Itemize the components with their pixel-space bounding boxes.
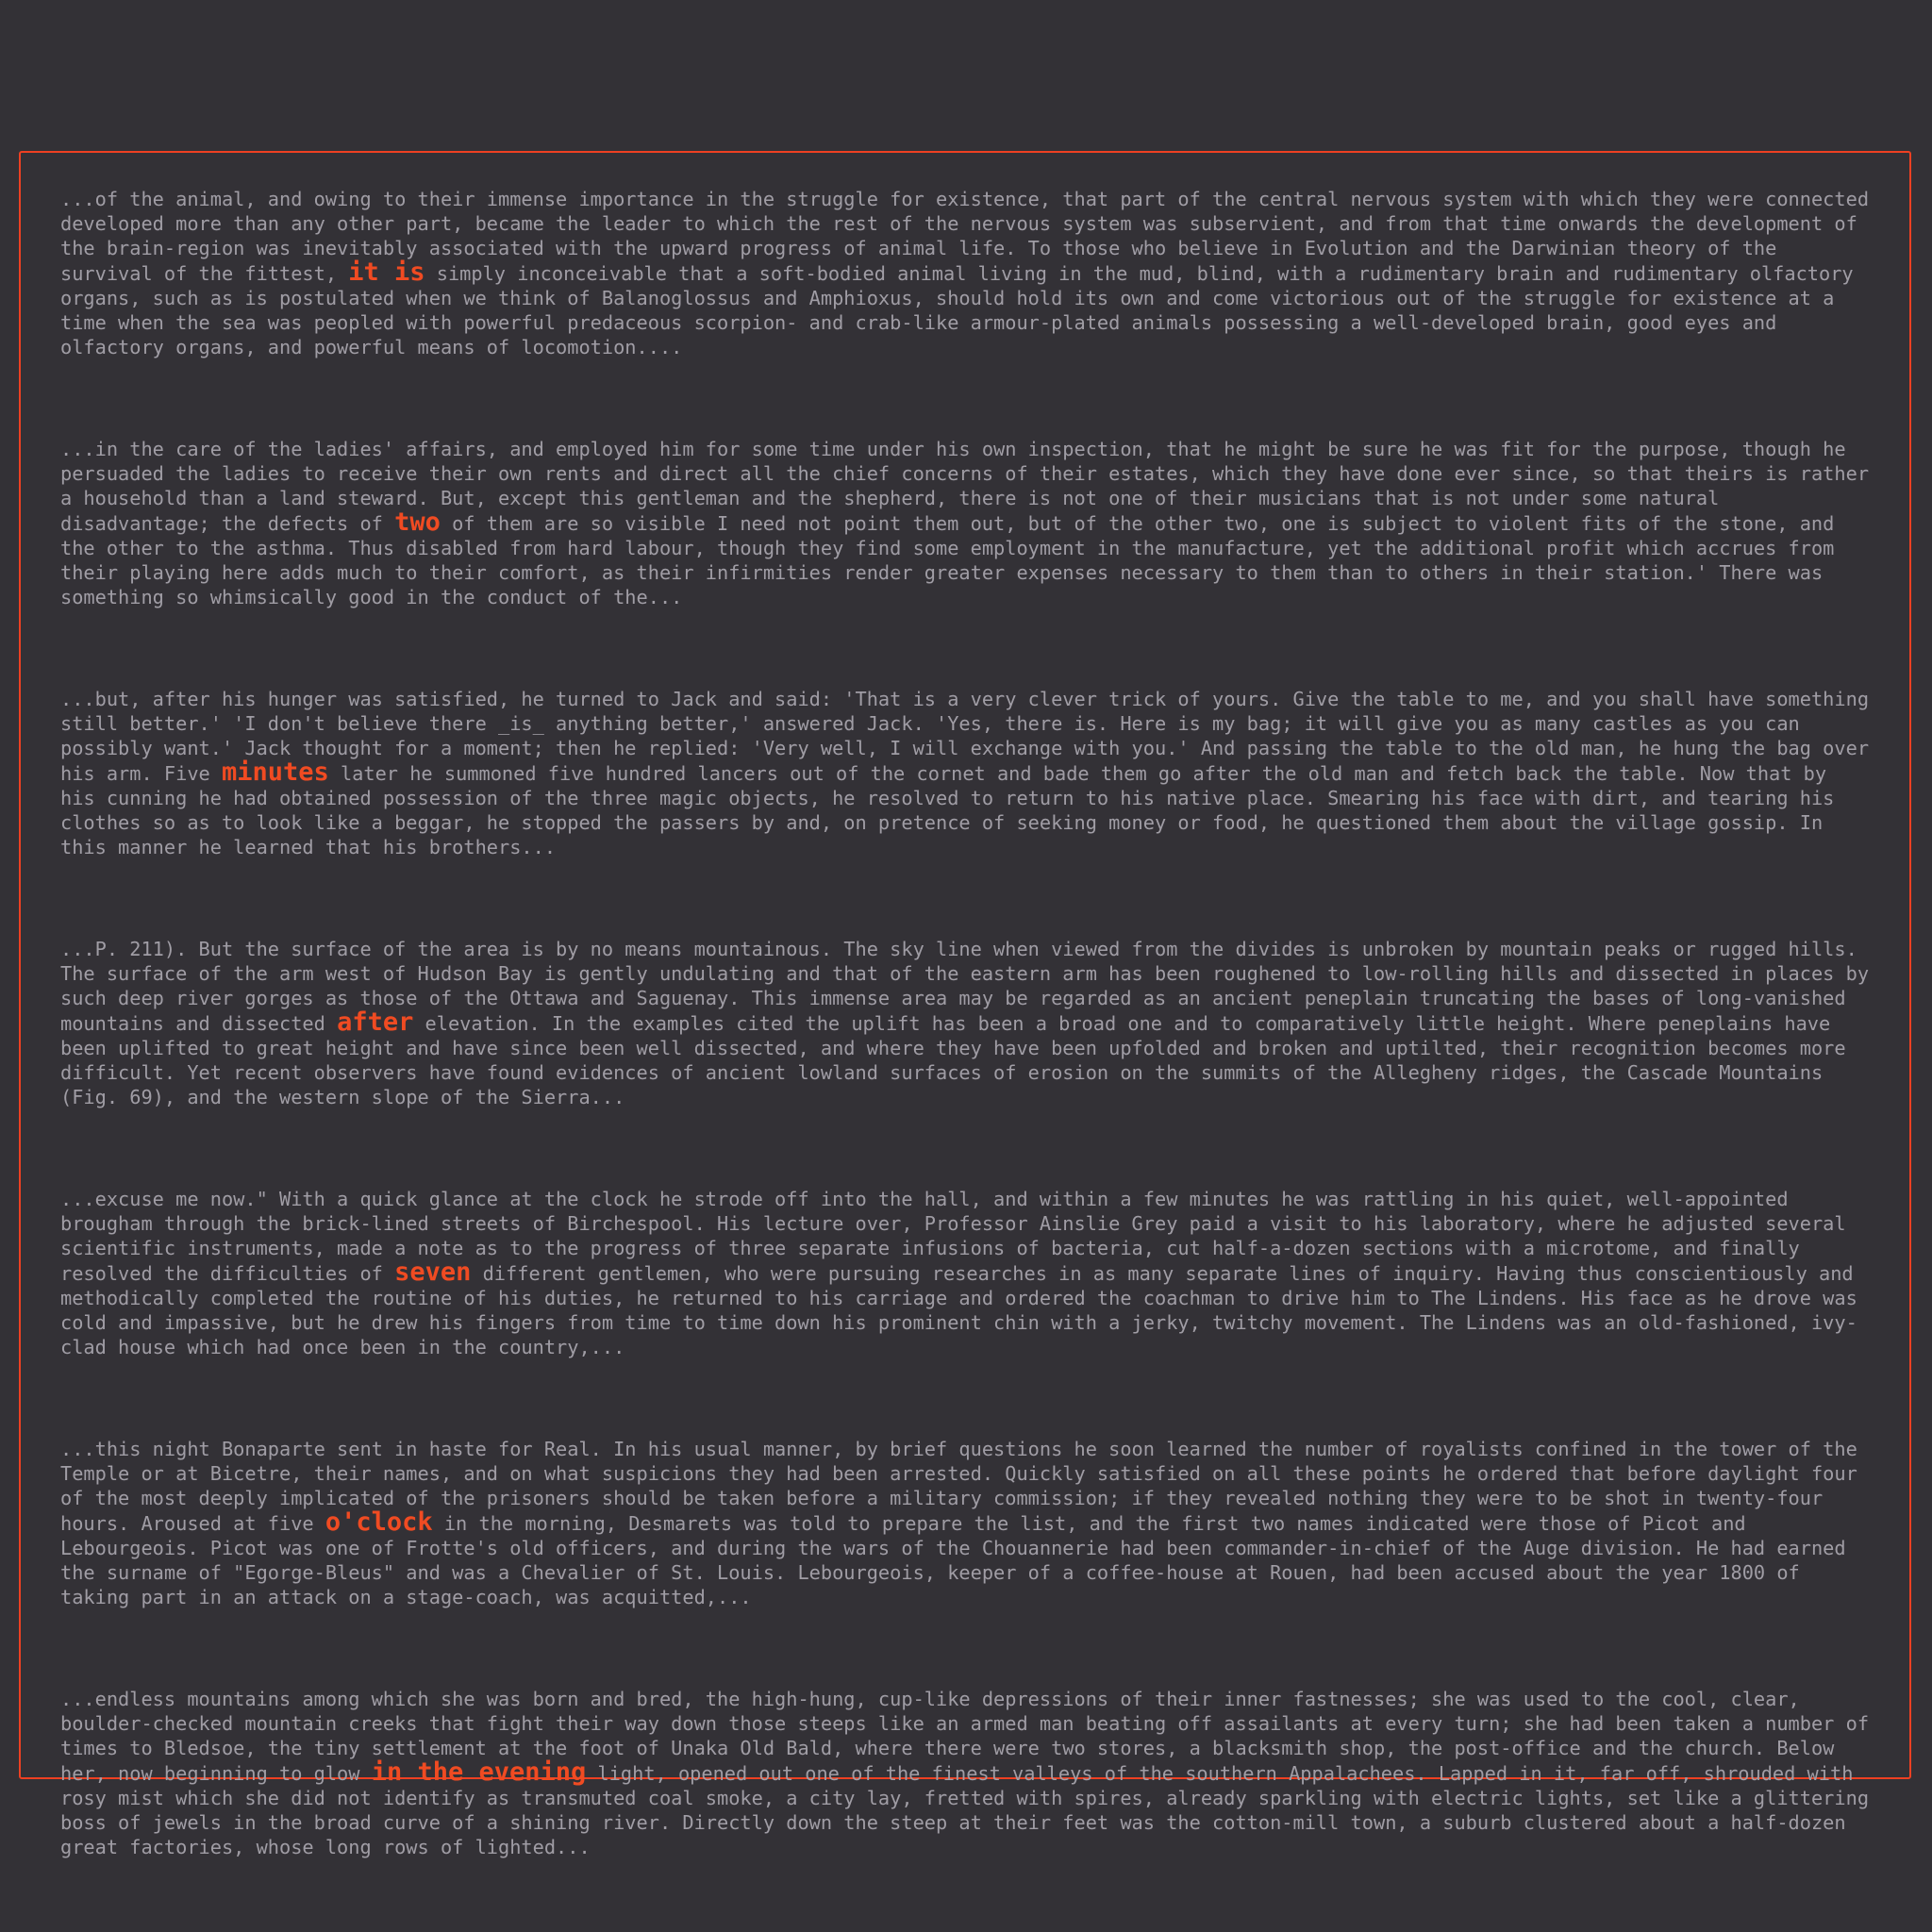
excerpt-7 <box>60 1687 1870 1859</box>
highlighted-phrase: minutes <box>221 758 329 787</box>
excerpt-text-after: simply inconceivable that a soft-bodied animal living in the mud, blind, with a rudimentary brain and rudimentary olfactory organs, such as is postulated when we think of Balanoglossus and Amphioxus, should hold its own and come victorious out of the struggle for existence at a time when the sea was peopled with powerful predaceous scorpion- and crab-like armour-plated animals possessing a well-developed brain, good eyes and olfactory organs, and powerful means of locomotion.... <box>60 262 1854 358</box>
excerpt-6 <box>60 1437 1870 1609</box>
excerpt-text-before: ...excuse me now." With a quick glance at the clock he strode off into the hall, and within a few minutes he was rattling in his quiet, well-appointed brougham through the brick-lined streets of Birchespool. His lecture over, Professor Ainslie Grey paid a visit to his laboratory, where he adjusted several scientific instruments, made a note as to the progress of three separate infusions of bacteria, cut half-a-dozen sections with a microtome, and finally resolved the difficulties of <box>60 1188 1846 1285</box>
excerpt-text-after: in the morning, Desmarets was told to prepare the list, and the first two names indicated were those of Picot and Lebourgeois. Picot was one of Frotte's old officers, and during the wars of the Chouannerie had been commander-in-chief of the Auge division. He had earned the surname of "Egorge-Bleus" and was a Chevalier of St. Louis. Lebourgeois, keeper of a coffee-house at Rouen, had been accused about the year 1800 of taking part in an attack on a stage-coach, was acquitted,... <box>60 1512 1846 1608</box>
excerpt-4 <box>60 937 1870 1109</box>
excerpt-text-before: ...P. 211). But the surface of the area is by no means mountainous. The sky line when viewed from the divides is unbroken by mountain peaks or rugged hills. The surface of the arm west of Hudson Bay is gently undulating and that of the eastern arm has been roughened to low-rolling hills and dissected in places by such deep river gorges as those of the Ottawa and Saguenay. This immense area may be regarded as an ancient peneplain truncating the bases of long-vanished mountains and dissected <box>60 938 1870 1035</box>
highlighted-phrase: it is <box>348 258 425 287</box>
highlighted-phrase: in the evening <box>371 1757 587 1787</box>
excerpt-text-before: ...but, after his hunger was satisfied, he turned to Jack and said: 'That is a very clever trick of yours. Give the table to me, and you shall have something still better.' 'I don't believe there _is_ anything better,' answered Jack. 'Yes, there is. Here is my bag; it will give you as many castles as you can possibly want.' Jack thought for a moment; then he replied: 'Very well, I will exchange with you.' And passing the table to the old man, he hung the bag over his arm. Five <box>60 688 1870 785</box>
excerpt-text-after: elevation. In the examples cited the uplift has been a broad one and to comparatively little height. Where peneplains have been uplifted to great height and have since been well dissected, and where they have been upfolded and broken and uptilted, their recognition becomes more difficult. Yet recent observers have found evidences of ancient lowland surfaces of erosion on the summits of the Allegheny ridges, the Cascade Mountains (Fig. 69), and the western slope of the Sierra... <box>60 1012 1846 1108</box>
excerpt-text-after: later he summoned five hundred lancers out of the cornet and bade them go after the old man and fetch back the table. Now that by his cunning he had obtained possession of the three magic objects, he resolved to return to his native place. Smearing his face with dirt, and tearing his clothes so as to look like a beggar, he stopped the passers by and, on pretence of seeking money or food, he questioned them about the village gossip. In this manner he learned that his brothers... <box>60 762 1835 858</box>
excerpt-5 <box>60 1187 1870 1359</box>
excerpt-1 <box>60 187 1870 359</box>
excerpt-text-after: of them are so visible I need not point them out, but of the other two, one is subject to violent fits of the stone, and the other to the asthma. Thus disabled from hard labour, though they find some employment in the manufacture, yet the additional profit which accrues from their playing here adds much to their comfort, as their infirmities render greater expenses necessary to them than to others in their station.' There was something so whimsically good in the conduct of the... <box>60 512 1835 608</box>
excerpt-2 <box>60 437 1870 609</box>
excerpt-text-before: ...endless mountains among which she was born and bred, the high-hung, cup-like depressions of their inner fastnesses; she was used to the cool, clear, boulder-checked mountain creeks that fight their way down those steeps like an armed man beating off assailants at every turn; she had been taken a number of times to Bledsoe, the tiny settlement at the foot of Unaka Old Bald, where there were two stores, a blacksmith shop, the post-office and the church. Below her, now beginning to glow <box>60 1688 1870 1785</box>
excerpt-text-after: different gentlemen, who were pursuing researches in as many separate lines of inquiry. Having thus conscientiously and methodically completed the routine of his duties, he returned to his carriage and ordered the coachman to drive him to The Lindens. His face as he drove was cold and impassive, but he drew his fingers from time to time down his prominent chin with a jerky, twitchy movement. The Lindens was an old-fashioned, ivy-clad house which had once been in the country,... <box>60 1262 1857 1358</box>
highlighted-phrase: o'clock <box>325 1507 433 1537</box>
excerpt-text-before: ...this night Bonaparte sent in haste for Real. In his usual manner, by brief questions he soon learned the number of royalists confined in the tower of the Temple or at Bicetre, their names, and on what suspicions they had been arrested. Quickly satisfied on all these points he ordered that before daylight four of the most deeply implicated of the prisoners should be taken before a military commission; if they revealed nothing they were to be shot in twenty-four hours. Aroused at five <box>60 1438 1857 1535</box>
excerpts-panel <box>19 151 1911 1858</box>
excerpt-text-before: ...in the care of the ladies' affairs, and employed him for some time under his own inspection, that he might be sure he was fit for the purpose, though he persuaded the ladies to receive their own rents and direct all the chief concerns of their estates, which they have done ever since, so that theirs is rather a household than a land steward. But, except this gentleman and the shepherd, there is not one of their musicians that is not under some natural disadvantage; the defects of <box>60 438 1870 535</box>
excerpt-text-before: ...of the animal, and owing to their immense importance in the struggle for existence, that part of the central nervous system with which they were connected developed more than any other part, became the leader to which the rest of the nervous system was subservient, and from that time onwards the development of the brain-region was inevitably associated with the upward progress of animal life. To those who believe in Evolution and the Darwinian theory of the survival of the fittest, <box>60 188 1870 285</box>
highlighted-phrase: two <box>394 508 441 537</box>
excerpt-text-after: light, opened out one of the finest valleys of the southern Appalachees. Lapped in it, far off, shrouded with rosy mist which she did not identify as transmuted coal smoke, a city lay, fretted with spires, already sparkling with electric lights, set like a glittering boss of jewels in the broad curve of a shining river. Directly down the steep at their feet was the cotton-mill town, a suburb clustered about a half-dozen great factories, whose long rows of lighted... <box>60 1762 1870 1858</box>
excerpt-3 <box>60 687 1870 859</box>
highlighted-phrase: seven <box>394 1257 472 1287</box>
highlighted-phrase: after <box>337 1008 414 1037</box>
